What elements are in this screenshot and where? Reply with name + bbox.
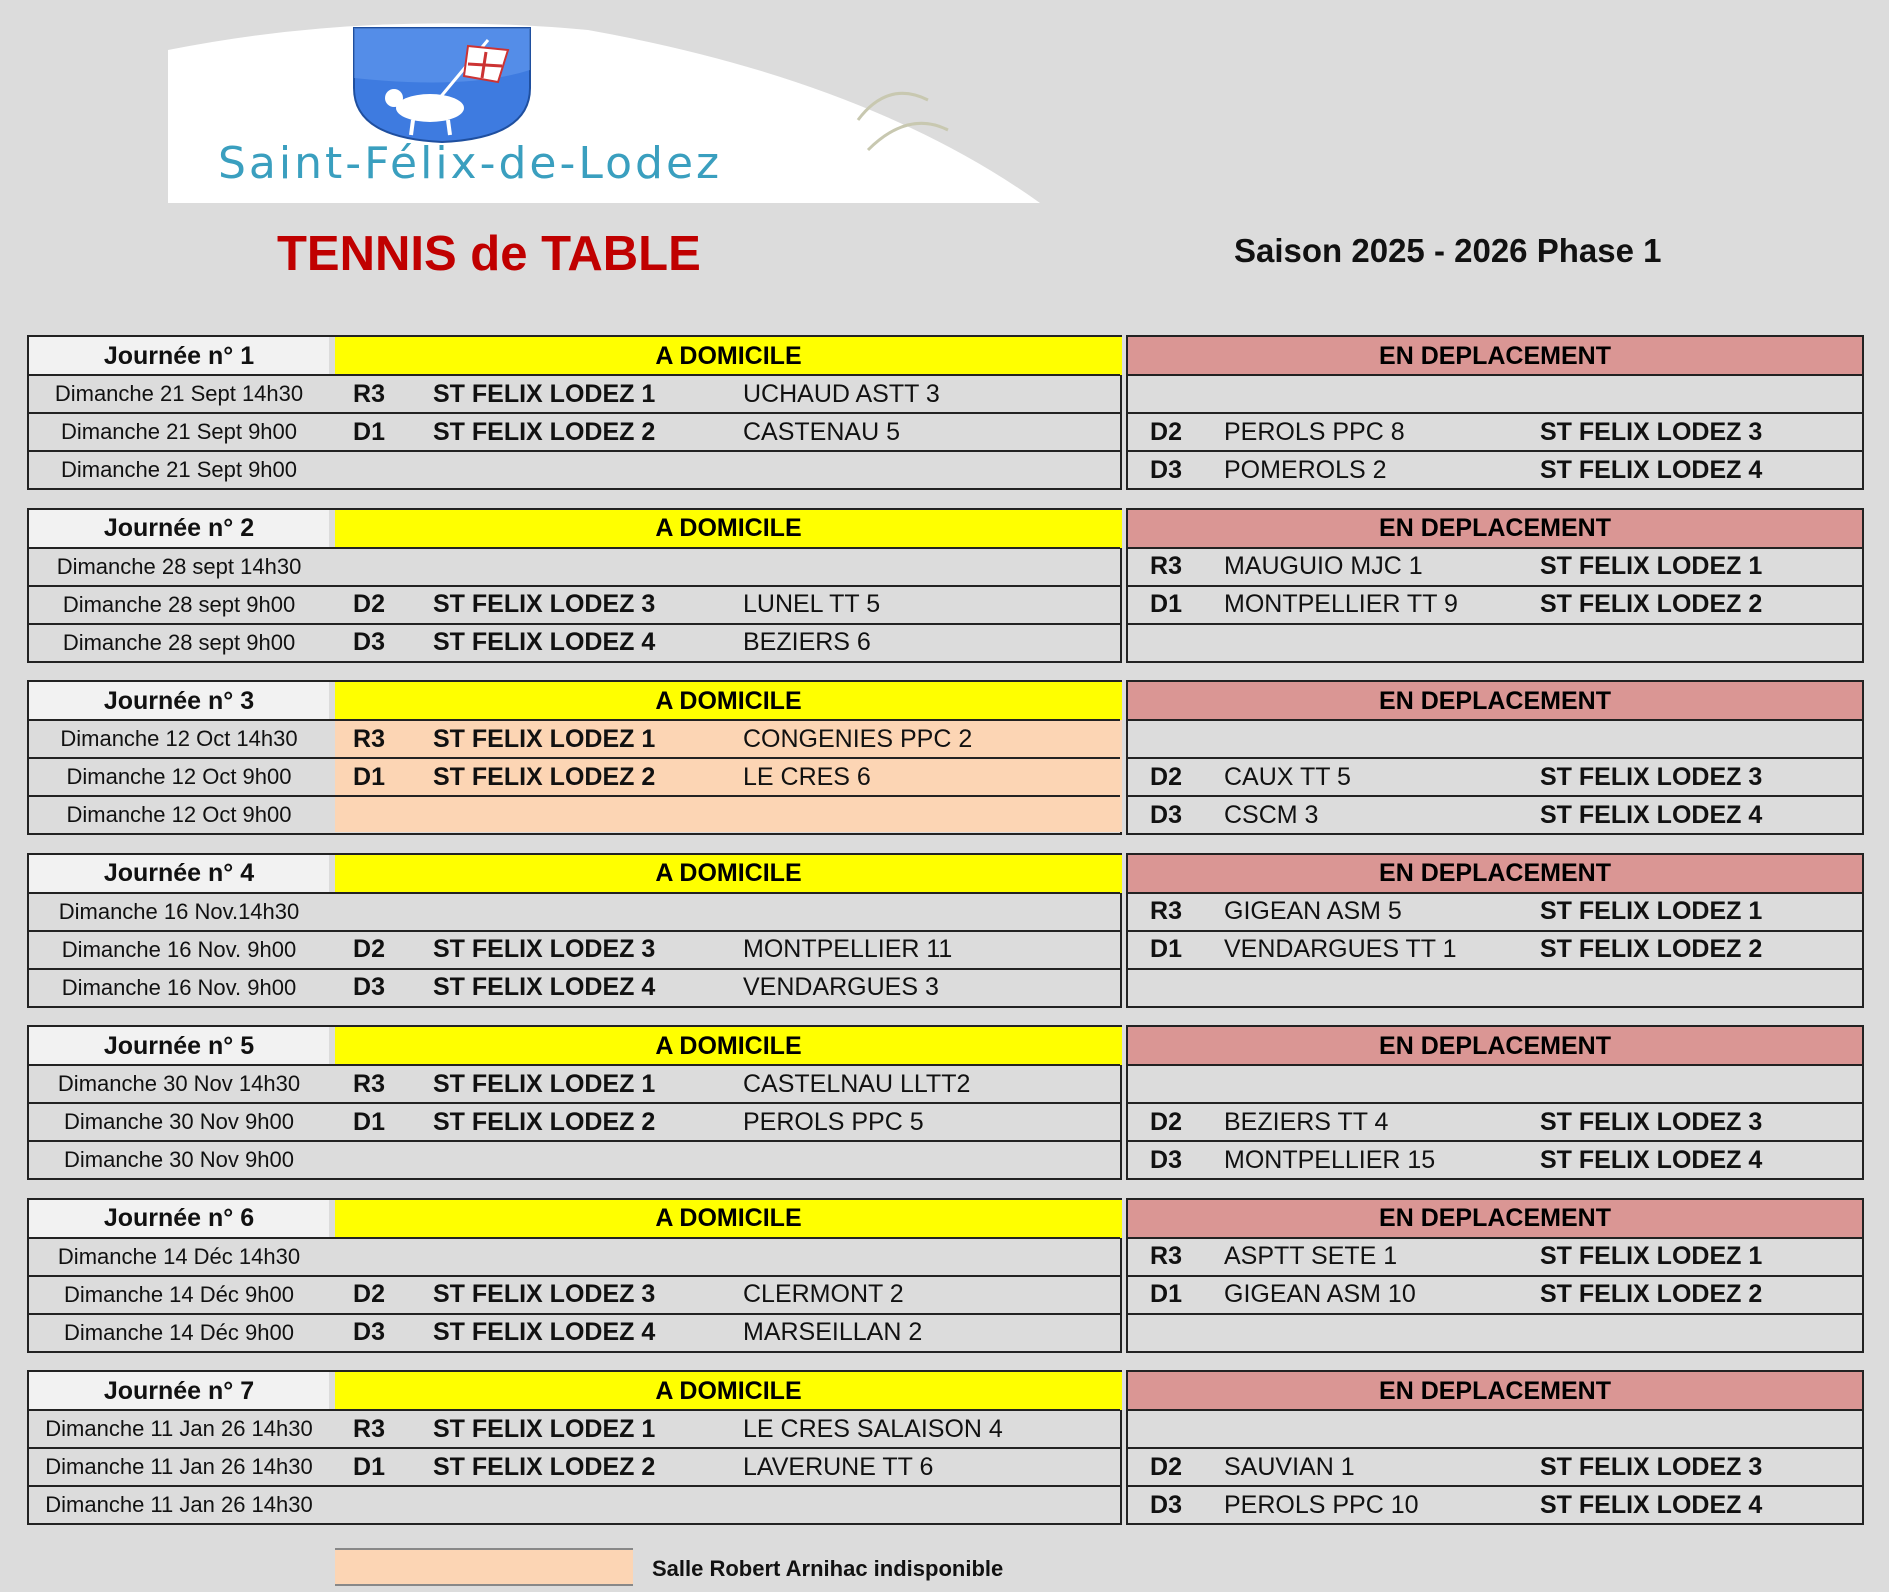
away-division: R3 <box>1150 897 1182 925</box>
away-opponent <box>1204 624 1520 662</box>
day-title: Journée n° 1 <box>29 337 329 375</box>
away-match-row <box>1128 1141 1862 1179</box>
home-opponent <box>719 548 1115 586</box>
home-team <box>409 548 719 586</box>
match-date: Dimanche 21 Sept 14h30 <box>54 381 304 406</box>
day-title: Journée n° 5 <box>29 1027 329 1065</box>
away-match-row <box>1128 1448 1862 1486</box>
match-date: Dimanche 14 Déc 14h30 <box>57 1243 301 1269</box>
home-opponent <box>719 893 1115 931</box>
match-date: Dimanche 21 Sept 9h00 <box>60 457 298 482</box>
away-section <box>1126 335 1864 490</box>
away-team: ST FELIX LODEZ 3 <box>1540 1452 1763 1481</box>
page-title: TENNIS de TABLE <box>277 227 701 281</box>
away-opponent: PEROLS PPC 10 <box>1224 1490 1419 1519</box>
home-division <box>329 1486 409 1524</box>
match-date: Dimanche 28 sept 9h00 <box>62 591 296 617</box>
home-opponent: LE CRES SALAISON 4 <box>743 1414 1003 1443</box>
home-division: D3 <box>353 973 385 1001</box>
home-division: D1 <box>353 1107 385 1136</box>
day-title: Journée n° 6 <box>29 1200 329 1238</box>
match-date: Dimanche 21 Sept 9h00 <box>60 419 298 444</box>
match-row <box>29 624 1120 662</box>
away-opponent <box>1204 375 1520 413</box>
home-team <box>409 1238 719 1276</box>
home-team: ST FELIX LODEZ 3 <box>433 935 656 963</box>
away-division <box>1128 969 1204 1007</box>
match-row <box>29 548 1120 586</box>
match-row <box>29 451 1120 489</box>
away-opponent: PEROLS PPC 8 <box>1224 417 1405 446</box>
home-opponent: LUNEL TT 5 <box>743 590 881 618</box>
match-date: Dimanche 12 Oct 9h00 <box>66 764 292 789</box>
match-row <box>29 1486 1120 1524</box>
home-team: ST FELIX LODEZ 4 <box>433 1318 656 1346</box>
away-division <box>1128 1410 1204 1448</box>
away-team: ST FELIX LODEZ 3 <box>1540 762 1763 791</box>
away-match-row <box>1128 1103 1862 1141</box>
away-opponent: MONTPELLIER TT 9 <box>1224 590 1458 618</box>
match-date: Dimanche 14 Déc 9h00 <box>64 1281 294 1307</box>
match-row <box>29 586 1120 624</box>
away-match-row <box>1128 758 1862 796</box>
away-team: ST FELIX LODEZ 3 <box>1540 417 1763 446</box>
away-match-row <box>1128 1276 1862 1314</box>
away-division: D2 <box>1150 1452 1182 1481</box>
home-team: ST FELIX LODEZ 2 <box>433 1452 656 1481</box>
away-section <box>1126 853 1864 1008</box>
match-row <box>29 1141 1120 1179</box>
away-team: ST FELIX LODEZ 4 <box>1540 1490 1763 1519</box>
away-opponent: ASPTT SETE 1 <box>1224 1242 1398 1270</box>
home-division <box>329 1238 409 1276</box>
home-header: A DOMICILE <box>335 510 1122 548</box>
away-division: D3 <box>1150 1490 1182 1519</box>
away-match-row <box>1128 1486 1862 1524</box>
match-row <box>29 758 1120 796</box>
away-division: D3 <box>1150 800 1182 829</box>
away-header: EN DEPLACEMENT <box>1128 1372 1862 1410</box>
away-match-row <box>1128 548 1862 586</box>
day-title: Journée n° 3 <box>29 682 329 720</box>
match-date: Dimanche 11 Jan 26 14h30 <box>45 1454 313 1479</box>
day-block <box>27 508 1864 663</box>
home-opponent: CASTENAU 5 <box>743 417 900 446</box>
home-header: A DOMICILE <box>335 337 1122 375</box>
match-date: Dimanche 12 Oct 14h30 <box>60 726 298 751</box>
home-team: ST FELIX LODEZ 1 <box>433 1414 656 1443</box>
home-division: D3 <box>353 1318 385 1346</box>
match-row <box>29 969 1120 1007</box>
away-team: ST FELIX LODEZ 1 <box>1540 552 1763 580</box>
away-match-row <box>1128 893 1862 931</box>
home-team: ST FELIX LODEZ 1 <box>433 379 656 408</box>
away-match-row <box>1128 796 1862 834</box>
away-section <box>1126 1370 1864 1525</box>
home-header: A DOMICILE <box>335 1027 1122 1065</box>
match-row <box>29 1410 1120 1448</box>
home-opponent: CLERMONT 2 <box>743 1280 904 1308</box>
home-team: ST FELIX LODEZ 1 <box>433 724 656 753</box>
away-division: R3 <box>1150 1242 1182 1270</box>
home-division <box>329 796 409 834</box>
away-match-row <box>1128 1065 1862 1103</box>
match-row <box>29 375 1120 413</box>
match-date: Dimanche 16 Nov.14h30 <box>58 898 300 924</box>
away-team <box>1520 624 1862 662</box>
match-row <box>29 893 1120 931</box>
away-team: ST FELIX LODEZ 1 <box>1540 897 1763 925</box>
away-opponent: CSCM 3 <box>1224 800 1319 829</box>
away-division: D1 <box>1150 1280 1182 1308</box>
away-division: D2 <box>1150 1107 1182 1136</box>
match-row <box>29 720 1120 758</box>
away-opponent: VENDARGUES TT 1 <box>1224 935 1457 963</box>
schedule-table <box>27 335 1864 1543</box>
match-date: Dimanche 14 Déc 9h00 <box>64 1319 294 1345</box>
away-division <box>1128 375 1204 413</box>
away-division: D3 <box>1150 1145 1182 1174</box>
legend-swatch <box>335 1548 633 1586</box>
away-division <box>1128 720 1204 758</box>
away-opponent <box>1204 1065 1520 1103</box>
away-team <box>1520 969 1862 1007</box>
match-row <box>29 1238 1120 1276</box>
home-division: R3 <box>353 1069 385 1098</box>
away-section <box>1126 680 1864 835</box>
away-section <box>1126 1025 1864 1180</box>
home-header: A DOMICILE <box>335 1200 1122 1238</box>
away-division: D1 <box>1150 935 1182 963</box>
home-division: D1 <box>353 417 385 446</box>
away-opponent: SAUVIAN 1 <box>1224 1452 1355 1481</box>
season-label: Saison 2025 - 2026 Phase 1 <box>1234 232 1662 269</box>
match-date: Dimanche 16 Nov. 9h00 <box>61 936 297 962</box>
home-header: A DOMICILE <box>335 1372 1122 1410</box>
match-date: Dimanche 11 Jan 26 14h30 <box>45 1492 313 1517</box>
away-team <box>1520 375 1862 413</box>
match-row <box>29 1314 1120 1352</box>
town-logo <box>168 20 1040 203</box>
home-team: ST FELIX LODEZ 1 <box>433 1069 656 1098</box>
away-match-row <box>1128 720 1862 758</box>
away-opponent <box>1204 1314 1520 1352</box>
away-division: D3 <box>1150 455 1182 484</box>
home-opponent: MARSEILLAN 2 <box>743 1318 923 1346</box>
match-date: Dimanche 11 Jan 26 14h30 <box>45 1416 313 1441</box>
home-division <box>329 451 409 489</box>
away-opponent: MAUGUIO MJC 1 <box>1224 552 1423 580</box>
day-title: Journée n° 2 <box>29 510 329 548</box>
away-match-row <box>1128 375 1862 413</box>
away-header: EN DEPLACEMENT <box>1128 337 1862 375</box>
match-date: Dimanche 16 Nov. 9h00 <box>61 974 297 1000</box>
match-date: Dimanche 28 sept 14h30 <box>56 553 302 579</box>
away-division: D2 <box>1150 417 1182 446</box>
away-opponent: GIGEAN ASM 5 <box>1224 897 1402 925</box>
legend-text: Salle Robert Arnihac indisponible <box>652 1556 1004 1581</box>
home-opponent <box>719 1238 1115 1276</box>
away-header: EN DEPLACEMENT <box>1128 855 1862 893</box>
home-team: ST FELIX LODEZ 4 <box>433 973 656 1001</box>
away-match-row <box>1128 931 1862 969</box>
away-match-row <box>1128 1314 1862 1352</box>
away-division: D2 <box>1150 762 1182 791</box>
home-opponent: CONGENIES PPC 2 <box>743 724 973 753</box>
away-team <box>1520 1314 1862 1352</box>
away-opponent: POMEROLS 2 <box>1224 455 1387 484</box>
home-section <box>27 853 1122 1008</box>
away-opponent <box>1204 1410 1520 1448</box>
match-date: Dimanche 30 Nov 9h00 <box>64 1109 294 1134</box>
home-division: D2 <box>353 1280 385 1308</box>
home-team: ST FELIX LODEZ 2 <box>433 1107 656 1136</box>
away-opponent: BEZIERS TT 4 <box>1224 1107 1389 1136</box>
match-date: Dimanche 30 Nov 14h30 <box>57 1071 301 1096</box>
home-division <box>329 1141 409 1179</box>
away-header: EN DEPLACEMENT <box>1128 682 1862 720</box>
home-opponent: MONTPELLIER 11 <box>743 935 953 963</box>
away-division <box>1128 624 1204 662</box>
match-row <box>29 1065 1120 1103</box>
day-block <box>27 1198 1864 1353</box>
home-section <box>27 680 1122 835</box>
away-opponent: MONTPELLIER 15 <box>1224 1145 1436 1174</box>
away-division: D1 <box>1150 590 1182 618</box>
away-team: ST FELIX LODEZ 2 <box>1540 1280 1763 1308</box>
day-block <box>27 1025 1864 1180</box>
away-team: ST FELIX LODEZ 3 <box>1540 1107 1763 1136</box>
away-header: EN DEPLACEMENT <box>1128 1200 1862 1238</box>
home-division: D2 <box>353 935 385 963</box>
home-header: A DOMICILE <box>335 682 1122 720</box>
home-section <box>27 1198 1122 1353</box>
day-block <box>27 1370 1864 1525</box>
home-section <box>27 335 1122 490</box>
home-opponent <box>719 1486 1115 1524</box>
home-team <box>409 893 719 931</box>
away-header: EN DEPLACEMENT <box>1128 510 1862 548</box>
away-match-row <box>1128 1238 1862 1276</box>
home-team <box>409 796 719 834</box>
home-opponent <box>719 1141 1115 1179</box>
day-block <box>27 680 1864 835</box>
home-team: ST FELIX LODEZ 2 <box>433 417 656 446</box>
home-opponent: BEZIERS 6 <box>743 628 871 656</box>
home-opponent <box>719 451 1115 489</box>
away-match-row <box>1128 586 1862 624</box>
away-opponent <box>1204 969 1520 1007</box>
away-opponent: CAUX TT 5 <box>1224 762 1351 791</box>
home-division: D1 <box>353 762 385 791</box>
away-opponent: GIGEAN ASM 10 <box>1224 1280 1416 1308</box>
home-section <box>27 1025 1122 1180</box>
match-date: Dimanche 28 sept 9h00 <box>62 629 296 655</box>
home-team <box>409 1141 719 1179</box>
home-opponent <box>719 796 1115 834</box>
away-division: R3 <box>1150 552 1182 580</box>
home-header: A DOMICILE <box>335 855 1122 893</box>
away-match-row <box>1128 1410 1862 1448</box>
away-match-row <box>1128 413 1862 451</box>
away-team <box>1520 720 1862 758</box>
home-division: R3 <box>353 379 385 408</box>
match-row <box>29 1103 1120 1141</box>
home-team <box>409 1486 719 1524</box>
away-match-row <box>1128 624 1862 662</box>
away-header: EN DEPLACEMENT <box>1128 1027 1862 1065</box>
away-division <box>1128 1314 1204 1352</box>
home-team: ST FELIX LODEZ 2 <box>433 762 656 791</box>
home-team: ST FELIX LODEZ 4 <box>433 628 656 656</box>
match-date: Dimanche 12 Oct 9h00 <box>66 802 292 827</box>
home-section <box>27 1370 1122 1525</box>
match-row <box>29 931 1120 969</box>
home-division <box>329 548 409 586</box>
home-division: D2 <box>353 590 385 618</box>
home-opponent: UCHAUD ASTT 3 <box>743 379 940 408</box>
away-match-row <box>1128 451 1862 489</box>
away-team <box>1520 1410 1862 1448</box>
match-row <box>29 1276 1120 1314</box>
away-section <box>1126 508 1864 663</box>
day-block <box>27 335 1864 490</box>
logo-text: Saint-Félix-de-Lodez <box>218 138 723 189</box>
home-opponent: CASTELNAU LLTT2 <box>743 1069 971 1098</box>
home-division <box>329 893 409 931</box>
match-row <box>29 413 1120 451</box>
home-division: R3 <box>353 1414 385 1443</box>
home-section <box>27 508 1122 663</box>
home-team: ST FELIX LODEZ 3 <box>433 1280 656 1308</box>
home-division: D3 <box>353 628 385 656</box>
home-team: ST FELIX LODEZ 3 <box>433 590 656 618</box>
away-division <box>1128 1065 1204 1103</box>
match-row <box>29 796 1120 834</box>
day-block <box>27 853 1864 1008</box>
home-division: R3 <box>353 724 385 753</box>
home-division: D1 <box>353 1452 385 1481</box>
day-title: Journée n° 7 <box>29 1372 329 1410</box>
away-team: ST FELIX LODEZ 1 <box>1540 1242 1763 1270</box>
away-team: ST FELIX LODEZ 4 <box>1540 455 1763 484</box>
away-team: ST FELIX LODEZ 4 <box>1540 1145 1763 1174</box>
home-team <box>409 451 719 489</box>
away-match-row <box>1128 969 1862 1007</box>
away-team: ST FELIX LODEZ 2 <box>1540 590 1763 618</box>
home-opponent: LAVERUNE TT 6 <box>743 1452 934 1481</box>
away-team <box>1520 1065 1862 1103</box>
away-team: ST FELIX LODEZ 4 <box>1540 800 1763 829</box>
home-opponent: VENDARGUES 3 <box>743 973 939 1001</box>
day-title: Journée n° 4 <box>29 855 329 893</box>
home-opponent: LE CRES 6 <box>743 762 871 791</box>
away-team: ST FELIX LODEZ 2 <box>1540 935 1763 963</box>
match-row <box>29 1448 1120 1486</box>
away-section <box>1126 1198 1864 1353</box>
away-opponent <box>1204 720 1520 758</box>
home-opponent: PEROLS PPC 5 <box>743 1107 924 1136</box>
match-date: Dimanche 30 Nov 9h00 <box>64 1147 294 1172</box>
